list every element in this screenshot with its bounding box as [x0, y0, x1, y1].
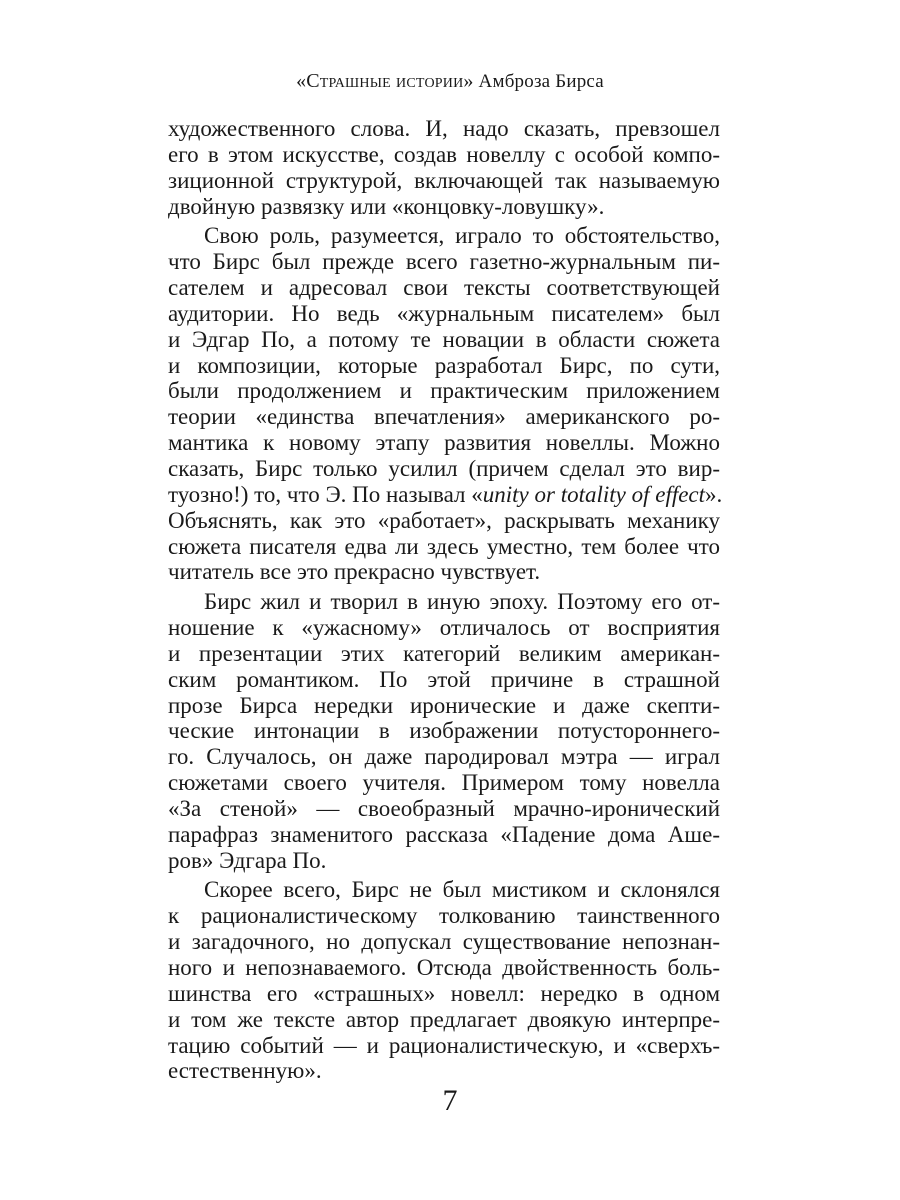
text-line: ров» Эдгара По.	[168, 847, 327, 873]
running-head-title: «Страшные истории»	[296, 70, 474, 92]
running-head-author: Амброза Бирса	[478, 71, 604, 92]
text-segment: туозно!) то, что Э. По называл «	[168, 481, 483, 507]
text-line: ческие интонации в изображении потустороннего-	[168, 718, 720, 744]
text-line: художественного слова. И, надо сказать, превзошел	[168, 116, 720, 141]
text-line: зиционной структурой, включающей так называемую	[168, 167, 720, 193]
text-line: ским романтиком. По этой причине в страшной	[168, 666, 720, 692]
text-line: и загадочного, но допускал существование непознан-	[168, 929, 720, 955]
text-line: тацию событий — и рационалистическую, и «сверхъ-	[168, 1032, 720, 1058]
text-line: парафраз знаменитого рассказа «Падение дома Аше-	[168, 821, 720, 847]
text-line: сателем и адресовал свои тексты соответствующей	[168, 275, 720, 301]
text-line: «За стеной» — своеобразный мрачно-иронический	[168, 795, 720, 821]
text-line-with-italic	[168, 481, 723, 508]
text-line: Скорее всего, Бирс не был мистиком и склонялся	[204, 877, 720, 903]
text-line: к рационалистическому толкованию таинственного	[168, 903, 720, 929]
paragraph	[168, 223, 723, 585]
text-line: ношение к «ужасному» отличалось от восприятия	[168, 615, 720, 641]
text-line: его в этом искусстве, создав новеллу с особой компо-	[168, 141, 720, 167]
text-line: были продолжением и практическим приложением	[168, 378, 720, 404]
page-number: 7	[442, 1084, 458, 1117]
text-line: двойную развязку или «концовку-ловушку».	[168, 193, 605, 219]
text-line: естественную».	[168, 1058, 322, 1084]
text-line: читатель все это прекрасно чувствует.	[168, 559, 541, 585]
text-line: мантика к новому этапу развития новеллы. Можно	[168, 430, 720, 456]
running-head	[0, 70, 900, 93]
text-line: сюжета писателя едва ли здесь уместно, тем более что	[168, 533, 720, 559]
italic-phrase: unity or totality of effect	[482, 481, 706, 507]
body-text	[168, 116, 723, 1084]
text-line: го. Случалось, он даже пародировал мэтра — играл	[168, 744, 720, 770]
paragraph	[168, 116, 720, 219]
text-line: Свою роль, разумеется, играло то обстоятельство,	[204, 223, 720, 249]
text-line: и презентации этих категорий великим американ-	[168, 640, 720, 666]
text-line: сказать, Бирс только усилил (причем сделал это вир-	[168, 455, 720, 481]
paragraph	[168, 589, 720, 873]
paragraph	[168, 877, 720, 1084]
text-line: что Бирс был прежде всего газетно-журнальным пи-	[168, 249, 720, 275]
text-segment: ».	[705, 481, 723, 507]
text-line: Бирс жил и творил в иную эпоху. Поэтому его от-	[204, 589, 720, 615]
text-line: аудитории. Но ведь «журнальным писателем» был	[168, 300, 720, 326]
text-line: прозе Бирса нередки иронические и даже скепти-	[168, 692, 720, 718]
text-line: и том же тексте автор предлагает двоякую интерпре-	[168, 1006, 720, 1032]
text-line: и композиции, которые разработал Бирс, по сути,	[168, 352, 720, 378]
text-line: и Эдгар По, а потому те новации в области сюжета	[168, 326, 720, 352]
text-line: шинства его «страшных» новелл: нередко в одном	[168, 980, 720, 1006]
text-line: теории «единства впечатления» американского ро-	[168, 404, 720, 430]
text-line: Объяснять, как это «работает», раскрывать механику	[168, 507, 720, 533]
text-line: сюжетами своего учителя. Примером тому новелла	[168, 770, 720, 796]
text-line: ного и непознаваемого. Отсюда двойственность боль-	[168, 955, 720, 980]
